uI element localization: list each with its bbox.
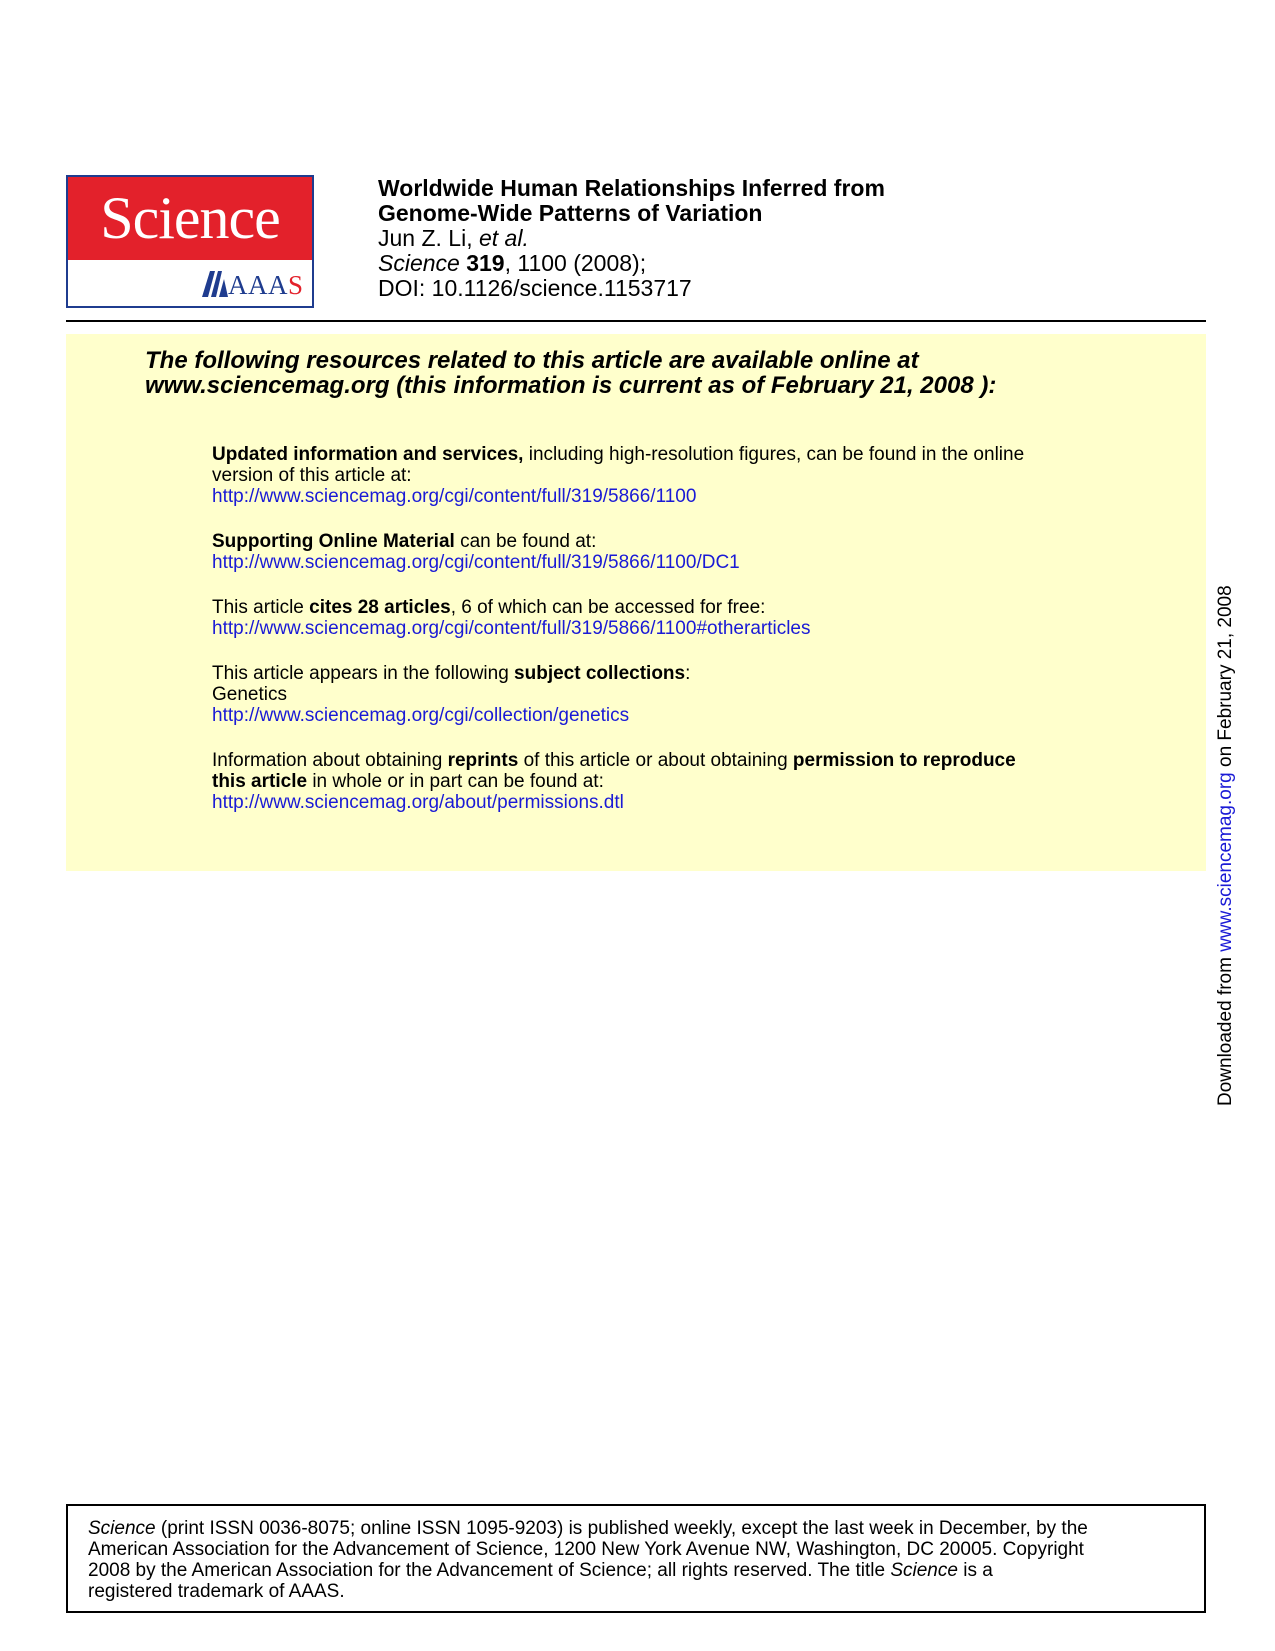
resources-intro: The following resources related to this article are available online at www.sciencemag.org (this information is current as of February 21, 2008 ):	[145, 347, 997, 399]
reprints-item: Information about obtaining reprints of this article or about obtaining permission to reproduce this article in whole or in part can be found at: http://www.sciencemag.org/about/permissions.dtl	[212, 750, 1152, 813]
aaas-wordmark: AAAS	[228, 270, 304, 300]
copyright-text: Science (print ISSN 0036-8075; online ISSN 1095-9203) is published weekly, except the last week in December, by the American Association for the Advancement of Science, 1200 New York Avenue NW, Washington, DC 20005. Copyright 2008 by the American Association for the Advancement of Science; all rights reserved. The title Science is a registered trademark of AAAS.	[88, 1518, 1088, 1602]
article-authors: Jun Z. Li, et al.	[378, 225, 529, 251]
supporting-material-link[interactable]: http://www.sciencemag.org/cgi/content/full/319/5866/1100/DC1	[212, 552, 740, 573]
article-title-line2: Genome-Wide Patterns of Variation	[378, 200, 763, 226]
collection-name: Genetics	[212, 684, 287, 705]
article-citation: Science 319, 1100 (2008);	[378, 250, 647, 276]
resources-list	[212, 444, 1152, 837]
aaas-logo	[68, 260, 312, 306]
science-wordmark: Science	[68, 177, 312, 260]
header-divider	[66, 320, 1206, 322]
download-note: Downloaded from www.sciencemag.org on February 21, 2008	[1215, 585, 1236, 1106]
sciencemag-link[interactable]: www.sciencemag.org	[1215, 772, 1236, 952]
citations-item: This article cites 28 articles, 6 of which can be accessed for free: http://www.sciencemag.org/cgi/content/full/319/5866/1100#otherarticles	[212, 597, 1152, 639]
subject-collections-item: This article appears in the following subject collections: Genetics http://www.sciencemag.org/cgi/collection/genetics	[212, 663, 1152, 726]
collection-link[interactable]: http://www.sciencemag.org/cgi/collection/genetics	[212, 705, 630, 726]
copyright-footer	[66, 1504, 1206, 1613]
updated-info-item: Updated information and services, including high-resolution figures, can be found in the online version of this article at: http://www.sciencemag.org/cgi/content/full/319/5866/1100	[212, 444, 1152, 507]
article-header	[378, 176, 885, 301]
article-doi: DOI: 10.1126/science.1153717	[378, 275, 692, 301]
supporting-material-item: Supporting Online Material can be found at: http://www.sciencemag.org/cgi/content/full/319/5866/1100/DC1	[212, 531, 1152, 573]
aaas-mark-icon	[202, 271, 228, 297]
permissions-link[interactable]: http://www.sciencemag.org/about/permissions.dtl	[212, 792, 624, 813]
other-articles-link[interactable]: http://www.sciencemag.org/cgi/content/full/319/5866/1100#otherarticles	[212, 618, 811, 639]
full-text-link[interactable]: http://www.sciencemag.org/cgi/content/full/319/5866/1100	[212, 486, 697, 507]
science-logo	[66, 175, 314, 308]
article-title-line1: Worldwide Human Relationships Inferred from	[378, 175, 885, 201]
